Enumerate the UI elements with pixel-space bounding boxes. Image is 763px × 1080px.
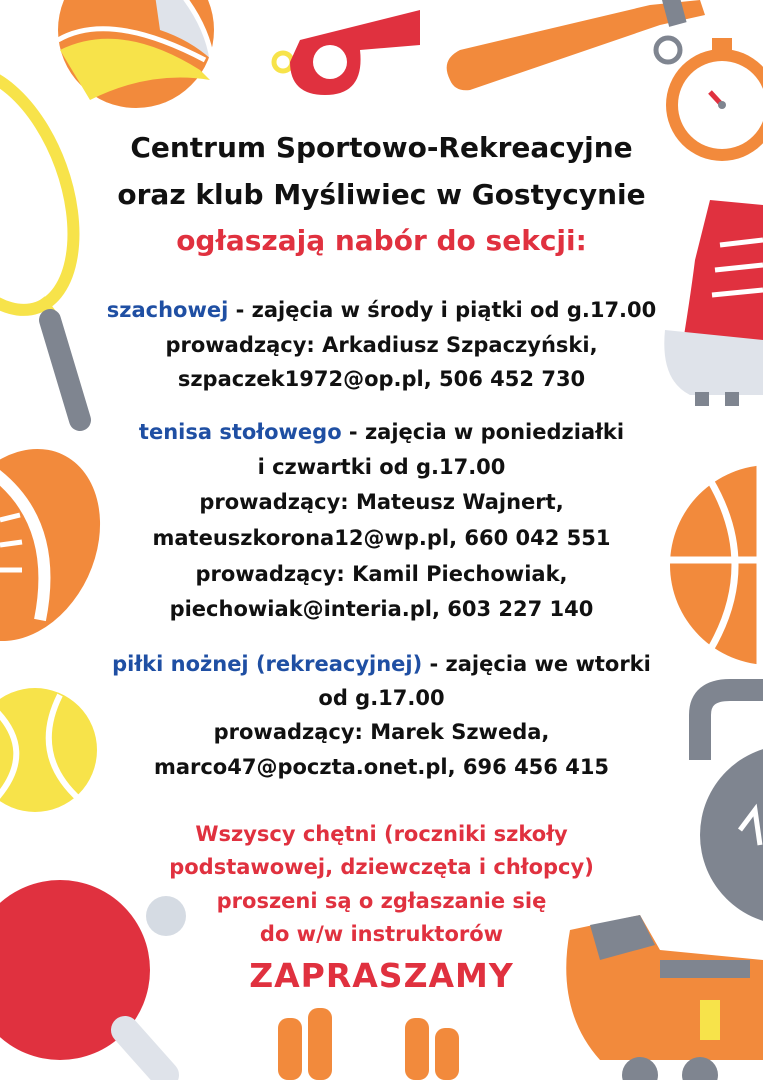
footer-line-2: podstawowej, dziewczęta i chłopcy) xyxy=(169,855,594,879)
footer-line-1: Wszyscy chętni (roczniki szkoły xyxy=(195,822,568,846)
title-line-1: Centrum Sportowo-Rekreacyjne xyxy=(130,131,633,164)
table-tennis-schedule xyxy=(40,420,723,444)
table-tennis-section-name: tenisa stołowego xyxy=(138,420,342,444)
table-tennis-instructor-2: prowadzący: Kamil Piechowiak, xyxy=(195,562,568,586)
table-tennis-schedule-part1: - zajęcia w poniedziałki xyxy=(341,420,625,444)
subtitle: ogłaszają nabór do sekcji: xyxy=(176,224,587,257)
footer-line-3: proszeni są o zgłaszanie się xyxy=(216,889,547,913)
table-tennis-schedule-part2: i czwartki od g.17.00 xyxy=(257,455,506,479)
footer-line-4: do w/w instruktorów xyxy=(259,922,504,946)
football-instructor: prowadzący: Marek Szweda, xyxy=(213,720,550,744)
title-line-2: oraz klub Myśliwiec w Gostycynie xyxy=(117,178,646,211)
table-tennis-contact-2: piechowiak@interia.pl, 603 227 140 xyxy=(169,597,594,621)
chess-contact: szpaczek1972@op.pl, 506 452 730 xyxy=(177,367,586,391)
chess-section-name: szachowej xyxy=(106,298,229,322)
football-schedule-part1: - zajęcia we wtorki xyxy=(422,652,651,676)
table-tennis-contact-1: mateuszkorona12@wp.pl, 660 042 551 xyxy=(152,526,611,550)
chess-section-schedule xyxy=(40,298,723,322)
invitation-cta: ZAPRASZAMY xyxy=(249,956,514,995)
chess-schedule: - zajęcia w środy i piątki od g.17.00 xyxy=(228,298,657,322)
football-section-name: piłki nożnej (rekreacyjnej) xyxy=(112,652,423,676)
football-schedule-part2: od g.17.00 xyxy=(318,686,445,710)
football-schedule xyxy=(40,652,723,676)
chess-instructor: prowadzący: Arkadiusz Szpaczyński, xyxy=(165,333,598,357)
table-tennis-instructor-1: prowadzący: Mateusz Wajnert, xyxy=(199,490,564,514)
football-contact: marco47@poczta.onet.pl, 696 456 415 xyxy=(153,755,610,779)
